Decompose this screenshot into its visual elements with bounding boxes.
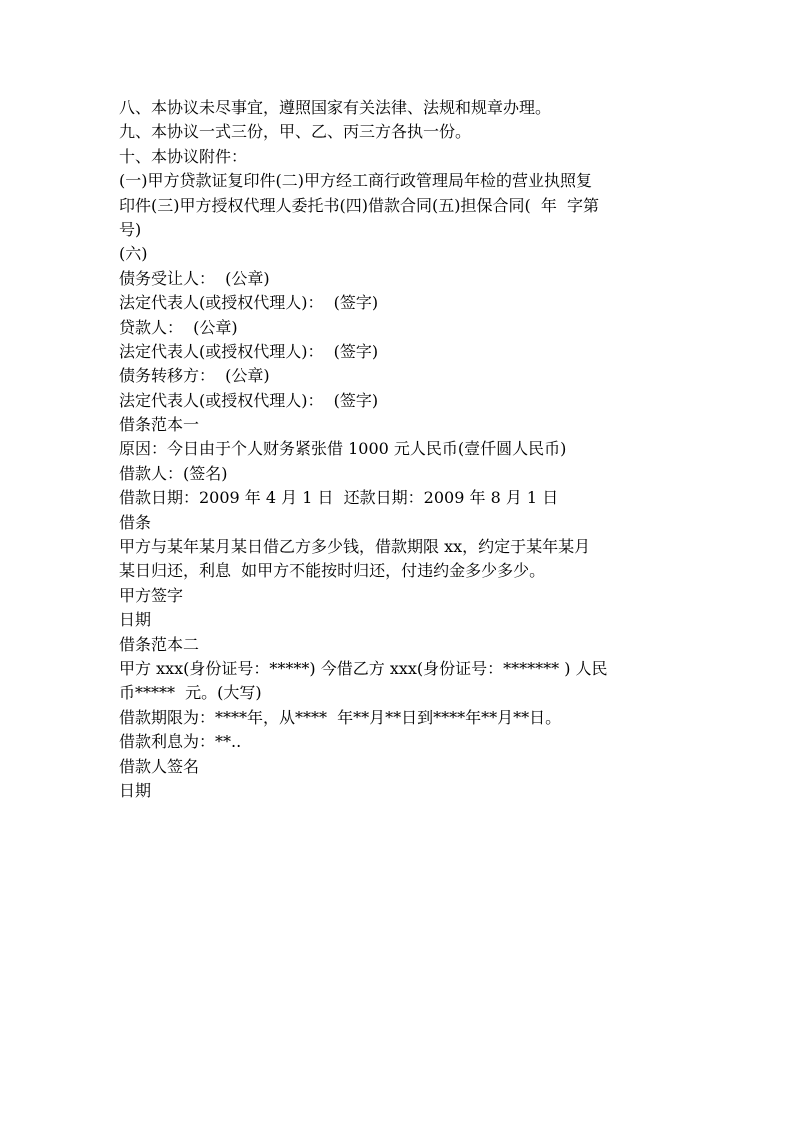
legal-rep-signature-2: 法定代表人(或授权代理人)： (签字) bbox=[119, 341, 379, 361]
debt-assignee-seal: 债务受让人： (公章) bbox=[119, 268, 270, 288]
lender-seal: 贷款人： (公章) bbox=[119, 317, 238, 337]
iou-template-2-title: 借条范本二 bbox=[119, 634, 200, 654]
date-label-2: 日期 bbox=[119, 780, 152, 800]
iou-template-1-dates: 借款日期：2009 年 4 月 1 日 还款日期：2009 年 8 月 1 日 bbox=[119, 488, 559, 508]
iou-template-2-body-line-2: 币***** 元。(大写) bbox=[119, 683, 262, 703]
attachments-line-2: 印件(三)甲方授权代理人委托书(四)借款合同(五)担保合同( 年 字第 bbox=[119, 195, 600, 215]
iou-body-line-2: 某日归还，利息 如甲方不能按时归还，付违约金多少多少。 bbox=[119, 561, 546, 581]
loan-term: 借款期限为：****年，从**** 年**月**日到****年**月**日。 bbox=[119, 707, 562, 727]
iou-body-line-1: 甲方与某年某月某日借乙方多少钱，借款期限 xx，约定于某年某月 bbox=[119, 537, 591, 557]
attachments-line-1: (一)甲方贷款证复印件(二)甲方经工商行政管理局年检的营业执照复 bbox=[119, 171, 592, 191]
borrower-signature: 借款人签名 bbox=[119, 756, 200, 776]
legal-rep-signature-1: 法定代表人(或授权代理人)： (签字) bbox=[119, 293, 379, 313]
legal-rep-signature-3: 法定代表人(或授权代理人)： (签字) bbox=[119, 390, 379, 410]
date-label-1: 日期 bbox=[119, 610, 152, 630]
clause-8: 八、本协议未尽事宜，遵照国家有关法律、法规和规章办理。 bbox=[119, 98, 552, 117]
loan-interest: 借款利息为：**.. bbox=[119, 732, 242, 752]
party-a-signature: 甲方签字 bbox=[119, 585, 184, 605]
attachment-6: (六) bbox=[119, 244, 148, 264]
iou-template-2-body-line-1: 甲方 xxx(身份证号：*****) 今借乙方 xxx(身份证号：******* ) 人民 bbox=[119, 658, 608, 678]
iou-template-1-title: 借条范本一 bbox=[119, 415, 200, 435]
document-body bbox=[119, 96, 679, 803]
iou-heading: 借条 bbox=[119, 512, 152, 532]
debt-transferor-seal: 债务转移方： (公章) bbox=[119, 366, 270, 386]
iou-template-1-reason: 原因：今日由于个人财务紧张借 1000 元人民币(壹仟圆人民币) bbox=[119, 439, 567, 459]
attachments-line-3: 号) bbox=[119, 219, 142, 239]
clause-10-heading: 十、本协议附件： bbox=[119, 146, 248, 166]
clause-9: 九、本协议一式三份，甲、乙、丙三方各执一份。 bbox=[119, 122, 472, 142]
iou-template-1-borrower: 借款人：(签名) bbox=[119, 463, 228, 483]
